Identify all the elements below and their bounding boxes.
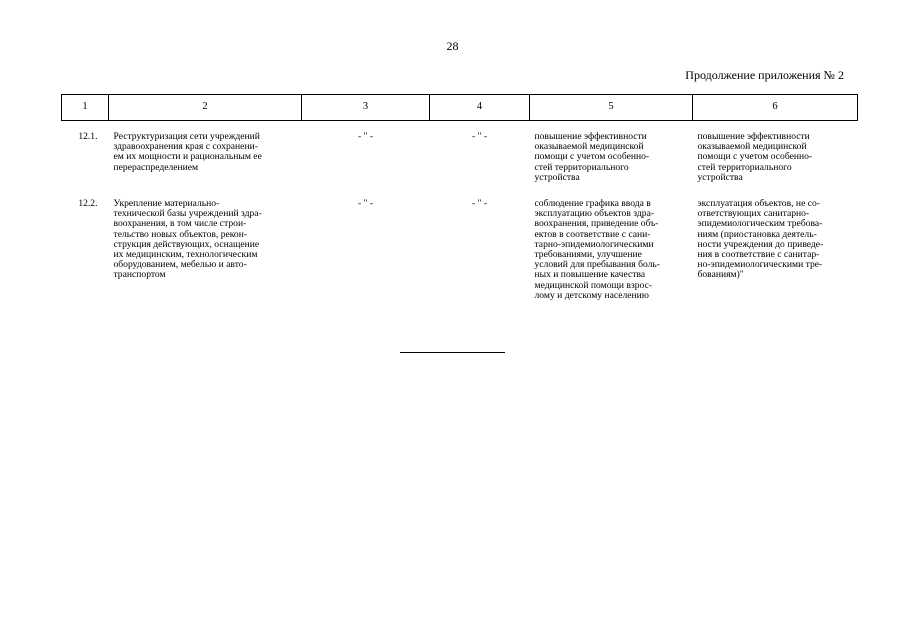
table-row bbox=[62, 199, 858, 317]
column-header: 6 bbox=[693, 95, 858, 121]
measure-cell: Реструктуризация сети учреждений здравоохранения края с сохранени- ем их мощности и рациональным ее перераспределением bbox=[113, 131, 262, 173]
page-number: 28 bbox=[446, 39, 459, 53]
consequence-cell: повышение эффективности оказываемой медицинской помощи с учетом особенно- стей территориального устройства bbox=[697, 131, 813, 183]
measures-table bbox=[61, 94, 858, 317]
closing-rule bbox=[400, 352, 505, 353]
appendix-continuation-label: Продолжение приложения № 2 bbox=[685, 68, 844, 82]
column-header: 4 bbox=[430, 95, 530, 121]
ditto-cell: - " - bbox=[357, 131, 374, 142]
row-number: 12.2. bbox=[78, 198, 98, 210]
row-number: 12.1. bbox=[78, 131, 98, 142]
column-header: 3 bbox=[302, 95, 430, 121]
ditto-cell: - " - bbox=[471, 131, 488, 142]
measure-cell: Укрепление материально- технической базы учреждений здра- воохранения, в том числе строи- тельство новых объектов, рекон- струкция действующих, оснащение их медицинским, технологическим оборудованием, мебелью и авто- транспортом bbox=[113, 198, 262, 281]
table-header-row bbox=[62, 95, 858, 121]
result-cell: соблюдение графика ввода в эксплуатацию объектов здра- воохранения, приведение объ- ектов в соответствие с сани- тарно-эпидемиологическими требованиями, улучшение условий для пребывания боль- ных и повышение качества медицинской помощи взрос- лому и детскому населению bbox=[534, 198, 660, 301]
consequence-cell: эксплуатация объектов, не со- ответствующих санитарно- эпидемиологическим требова- ниям (приостановка деятель- ности учреждения до приведе- ния в соответствие с санитар- но-эпидемиологическими тре- бованиям)" bbox=[697, 198, 824, 281]
table-row bbox=[62, 132, 858, 199]
column-header: 5 bbox=[530, 95, 693, 121]
column-header: 1 bbox=[62, 95, 109, 121]
result-cell: повышение эффективности оказываемой медицинской помощи с учетом особенно- стей территориального устройства bbox=[534, 131, 650, 183]
ditto-cell: - " - bbox=[471, 198, 488, 210]
ditto-cell: - " - bbox=[357, 198, 374, 210]
column-header: 2 bbox=[109, 95, 302, 121]
